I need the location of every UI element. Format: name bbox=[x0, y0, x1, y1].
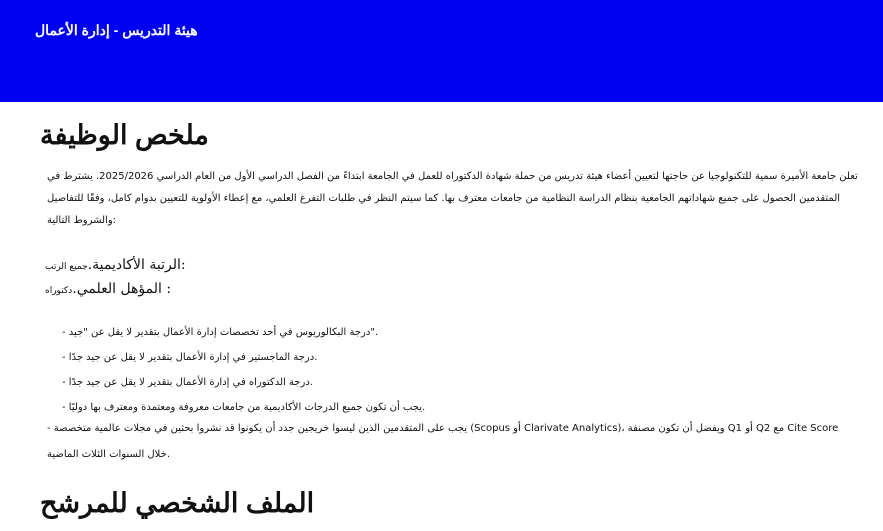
requirement-item: - يجب أن تكون جميع الدرجات الأكاديمية من جامعات معروفة ومعتمدة ومعترف بها دوليًا. bbox=[62, 402, 426, 413]
job-summary-paragraph: تعلن جامعة الأميرة سمية للتكنولوجيا عن حاجتها لتعيين أعضاء هيئة تدريس من حملة شهادة الدكتوراه للعمل في الجامعة ابتداءً من الفصل الدراسي الأول من العام الدراسي 2025/2026. يشترط في المتقدمين الحصول على جميع شهاداتهم الجامعية بنظام الدراسة النظامية من جامعات معترف بها. كما سيتم النظر في طلبات التفرغ العلمي، مع إعطاء الأولوية للتعيين بدوام كامل، وفقًا للتفاصيل والشروط التالية: bbox=[47, 171, 858, 226]
condition-line: - يجب على المتقدمين الذين ليسوا خريجين جدد أن يكونوا قد نشروا بحثين في مجلات عالمية متخصصة (Scopus أو Clarivate Analytics)، ويفضل أن تكون مصنفة Q1 أو Q2 مع Cite Score bbox=[47, 423, 839, 434]
academic-rank-field bbox=[45, 257, 186, 273]
qualification-field bbox=[45, 281, 171, 297]
condition-line: خلال السنوات الثلاث الماضية. bbox=[47, 449, 171, 460]
candidate-profile-heading: الملف الشخصي للمرشح bbox=[40, 488, 315, 518]
requirement-item: - درجة الماجستير في إدارة الأعمال بتقدير لا يقل عن جيد جدًا. bbox=[62, 352, 318, 363]
requirement-item: - درجة الدكتوراه في إدارة الأعمال بتقدير لا يقل عن جيد جدًا. bbox=[62, 377, 313, 388]
academic-rank-label: .الرتبة الأكاديمية: bbox=[87, 257, 186, 273]
publication-condition bbox=[47, 416, 838, 468]
qualification-value: دكتوراه bbox=[45, 286, 73, 296]
requirement-item: - درجة البكالوريوس في أحد تخصصات إدارة الأعمال بتقدير لا يقل عن "جيد". bbox=[62, 327, 379, 338]
header-title: هيئة التدريس - إدارة الأعمال bbox=[35, 22, 198, 38]
requirements-list bbox=[62, 320, 425, 420]
page-header bbox=[0, 0, 883, 102]
job-summary-heading: ملخص الوظيفة bbox=[40, 120, 209, 150]
qualification-label: .المؤهل العلمي : bbox=[72, 281, 172, 297]
academic-rank-value: جميع الرتب bbox=[45, 262, 88, 272]
